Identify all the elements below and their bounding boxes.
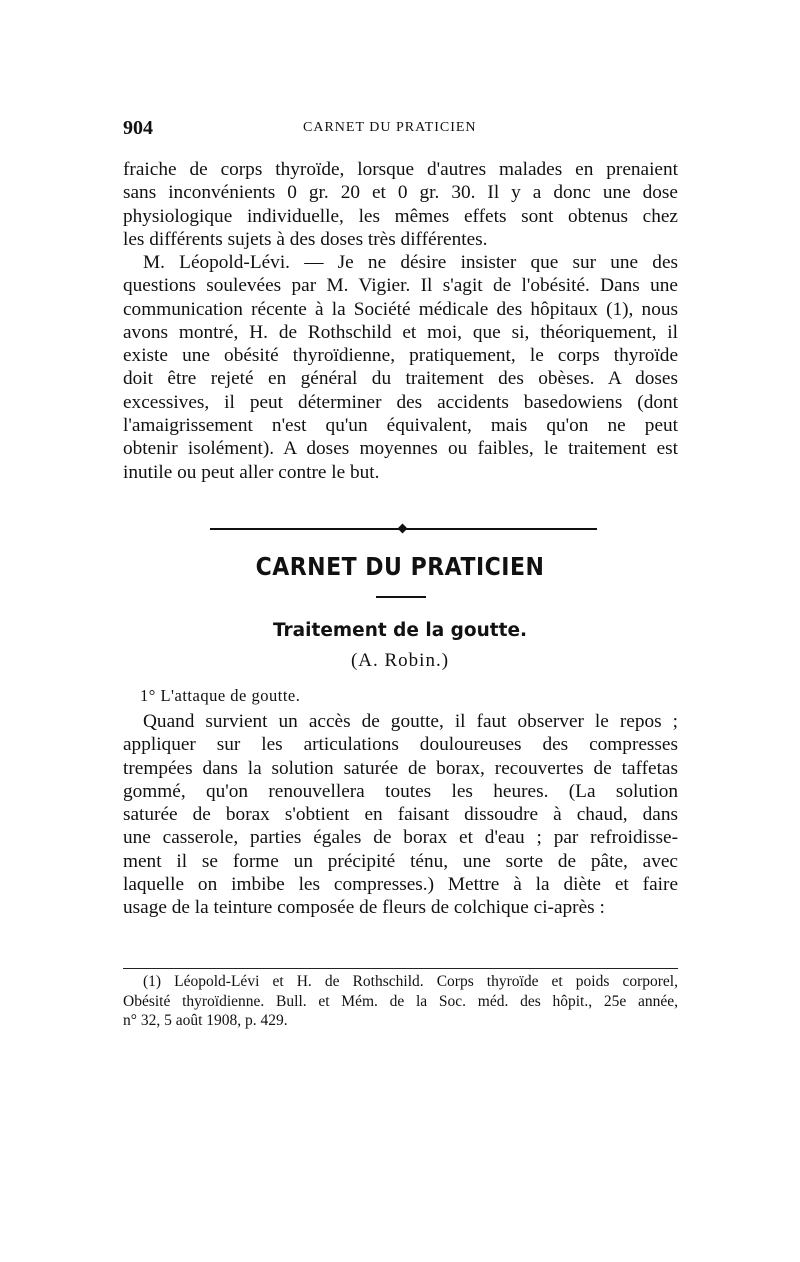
article-title: Traitement de la goutte.: [272, 620, 528, 641]
running-title: CARNET DU PRATICIEN: [303, 120, 477, 135]
text-line: doit être rejeté en général du traitement des obèses. A doses: [123, 368, 678, 390]
text-line: avons montré, H. de Rothschild et moi, que si, théoriquement, il: [123, 321, 678, 343]
page-number: 904: [123, 117, 153, 139]
text-line: excessives, il peut déterminer des accidents basedowiens (dont: [123, 391, 678, 413]
text-line: inutile ou peut aller contre le but.: [123, 461, 380, 483]
text-line: usage de la teinture composée de fleurs de colchique ci-après :: [123, 897, 605, 919]
text-line: Quand survient un accès de goutte, il faut observer le repos ;: [143, 711, 678, 732]
footnote-line: (1) Léopold-Lévi et H. de Rothschild. Corps thyroïde et poids corporel,: [143, 973, 678, 990]
second-paragraph: [123, 251, 678, 484]
ornamental-separator: [210, 524, 597, 534]
text-line: sans inconvénients 0 gr. 20 et 0 gr. 30. Il y a donc une dose: [123, 182, 678, 204]
text-line: laquelle on imbibe les compresses.) Mettre à la diète et faire: [123, 874, 678, 896]
text-line: ment il se forme un précipité ténu, une sorte de pâte, avec: [123, 850, 678, 872]
text-line: l'amaigrissement n'est qu'un équivalent, mais qu'on ne peut: [123, 415, 678, 437]
first-paragraph: [123, 158, 678, 251]
heading-underline-rule: [376, 596, 426, 598]
text-line: questions soulevées par M. Vigier. Il s'agit de l'obésité. Dans une: [123, 275, 678, 297]
text-line: saturée de borax s'obtient en faisant dissoudre à chaud, dans: [123, 804, 678, 826]
text-line: M. Léopold-Lévi. — Je ne désire insister que sur une des: [143, 252, 678, 273]
text-line: obtenir isolément). A doses moyennes ou faibles, le traitement est: [123, 438, 678, 460]
text-line: trempées dans la solution saturée de borax, recouvertes de taffetas: [123, 757, 678, 779]
text-line: communication récente à la Société médicale des hôpitaux (1), nous: [123, 298, 678, 320]
text-line: les différents sujets à des doses très différentes.: [123, 228, 488, 250]
footnote-line: n° 32, 5 août 1908, p. 429.: [123, 1012, 288, 1029]
diamond-ornament-icon: [398, 524, 408, 534]
footnote: [123, 972, 678, 1031]
text-line: existe une obésité thyroïdienne, pratiquement, le corps thyroïde: [123, 345, 678, 367]
article-subheading: 1° L'attaque de goutte.: [140, 686, 301, 705]
running-header: [123, 117, 678, 139]
text-line: physiologique individuelle, les mêmes effets sont obtenus chez: [123, 205, 678, 227]
article-author: (A. Robin.): [350, 650, 450, 671]
third-paragraph: [123, 710, 678, 920]
footnote-rule: [123, 968, 678, 969]
text-line: une casserole, parties égales de borax et d'eau ; par refroidisse-: [123, 827, 678, 849]
section-heading: CARNET DU PRATICIEN: [255, 553, 545, 582]
text-line: fraiche de corps thyroïde, lorsque d'autres malades en prenaient: [123, 159, 678, 180]
text-line: gommé, qu'on renouvellera toutes les heures. (La solution: [123, 780, 678, 802]
text-line: appliquer sur les articulations douloureuses des compresses: [123, 734, 678, 756]
footnote-line: Obésité thyroïdienne. Bull. et Mém. de la Soc. méd. des hôpit., 25e année,: [123, 992, 678, 1010]
